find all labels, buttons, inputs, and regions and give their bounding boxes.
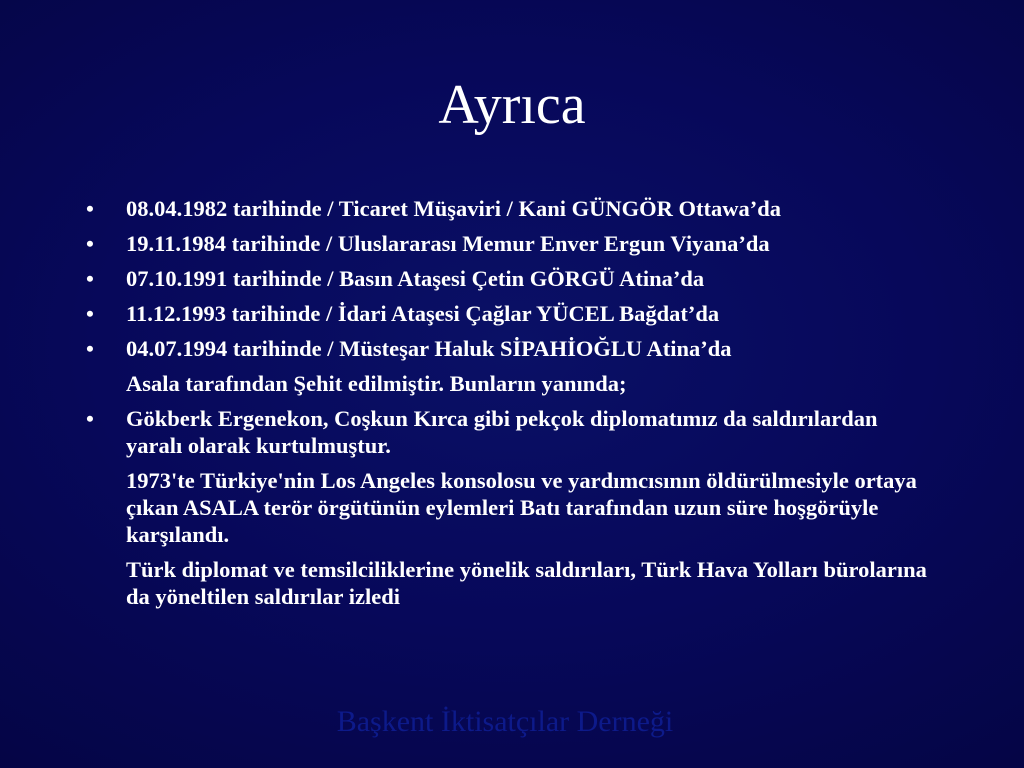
list-item-text: 11.12.1993 tarihinde / İdari Ataşesi Çağlar YÜCEL Bağdat’da — [126, 301, 720, 326]
list-item-text: 19.11.1984 tarihinde / Uluslararası Memur Enver Ergun Viyana’da — [126, 231, 770, 256]
list-item-text: Gökberk Ergenekon, Coşkun Kırca gibi pekçok diplomatımız da saldırılardan yaralı olarak kurtulmuştur. — [126, 406, 878, 458]
list-item — [86, 467, 936, 548]
slide-title: Ayrıca — [438, 74, 586, 136]
list-item — [86, 230, 936, 257]
list-item — [86, 195, 936, 222]
bullet-marker: • — [86, 231, 94, 256]
bullet-marker: • — [86, 336, 94, 361]
bullet-marker: • — [86, 406, 94, 431]
bullet-marker: • — [86, 196, 94, 221]
list-item-text: 04.07.1994 tarihinde / Müsteşar Haluk SİPAHİOĞLU Atina’da — [126, 336, 732, 361]
list-item-text: Türk diplomat ve temsilciliklerine yönelik saldırıları, Türk Hava Yolları bürolarına da yöneltilen saldırılar izledi — [126, 557, 927, 609]
list-item-text: 07.10.1991 tarihinde / Basın Ataşesi Çetin GÖRGÜ Atina’da — [126, 266, 705, 291]
footer-watermark: Başkent İktisatçılar Derneği — [336, 705, 674, 738]
list-item — [86, 556, 936, 610]
bullet-marker: • — [86, 266, 94, 291]
bullet-list — [86, 195, 936, 618]
list-item-text: 08.04.1982 tarihinde / Ticaret Müşaviri / Kani GÜNGÖR Ottawa’da — [126, 196, 782, 221]
list-item-text: 1973'te Türkiye'nin Los Angeles konsolosu ve yardımcısının öldürülmesiyle ortaya çıkan ASALA terör örgütünün eylemleri Batı tarafından uzun süre hoşgörüyle karşılandı. — [126, 468, 917, 547]
list-item — [86, 370, 936, 397]
list-item-text: Asala tarafından Şehit edilmiştir. Bunların yanında; — [126, 371, 627, 396]
bullet-marker: • — [86, 301, 94, 326]
list-item — [86, 265, 936, 292]
list-item — [86, 300, 936, 327]
list-item — [86, 335, 936, 362]
list-item — [86, 405, 936, 459]
